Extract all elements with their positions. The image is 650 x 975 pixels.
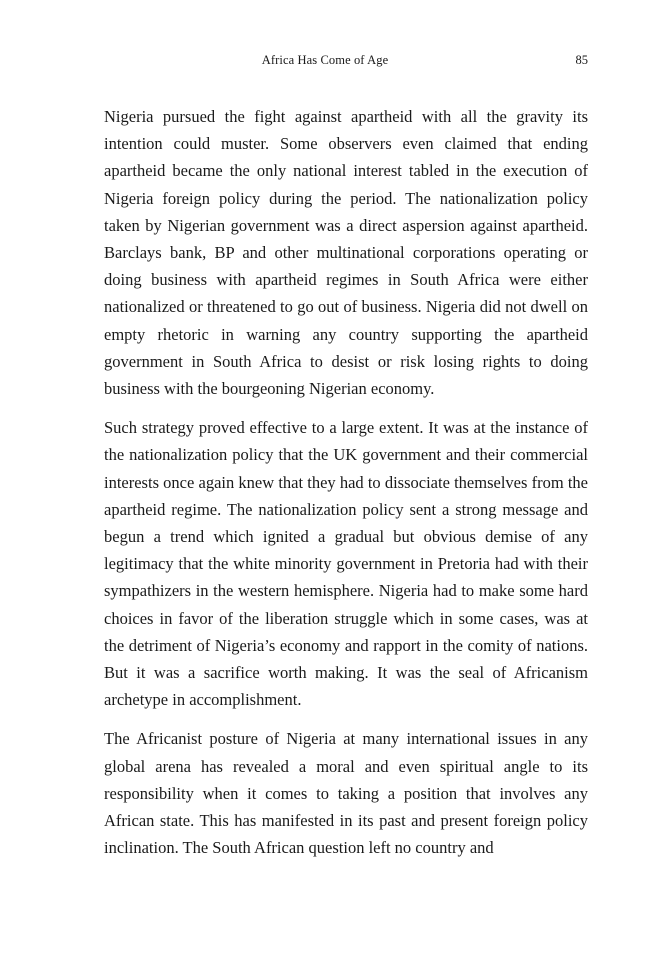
paragraph-2: Such strategy proved effective to a large extent. It was at the instance of the nationalization policy that the UK government and their commercial interests once again knew that they had to dissociate themselves from the apartheid regime. The nationalization policy sent a strong message and begun a trend which ignited a gradual but obvious demise of any legitimacy that the white minority government in Pretoria had with their sympathizers in the western hemisphere. Nigeria had to make some hard choices in favor of the liberation struggle which in some cases, was at the detriment of Nigeria’s economy and rapport in the comity of nations. But it was a sacrifice worth making. It was the seal of Africanism archetype in accomplishment. — [104, 418, 588, 710]
running-title: Africa Has Come of Age — [261, 53, 389, 67]
page-number: 85 — [575, 53, 588, 67]
running-header — [0, 53, 650, 69]
paragraph-1: Nigeria pursued the fight against apartheid with all the gravity its intention could muster. Some observers even claimed that ending apartheid became the only national interest tabled in the execution of Nigeria foreign policy during the period. The nationalization policy taken by Nigerian government was a direct aspersion against apartheid. Barclays bank, BP and other multinational corporations operating or doing business with apartheid regimes in South Africa were either nationalized or threatened to go out of business. Nigeria did not dwell on empty rhetoric in warning any country supporting the apartheid government in South Africa to desist or risk losing rights to doing business with the bourgeoning Nigerian economy. — [104, 107, 588, 399]
body-text — [104, 103, 588, 873]
paragraph-3: The Africanist posture of Nigeria at many international issues in any global arena has revealed a moral and even spiritual angle to its responsibility when it comes to taking a position that involves any African state. This has manifested in its past and present foreign policy inclination. The South African question left no country and — [104, 729, 588, 858]
